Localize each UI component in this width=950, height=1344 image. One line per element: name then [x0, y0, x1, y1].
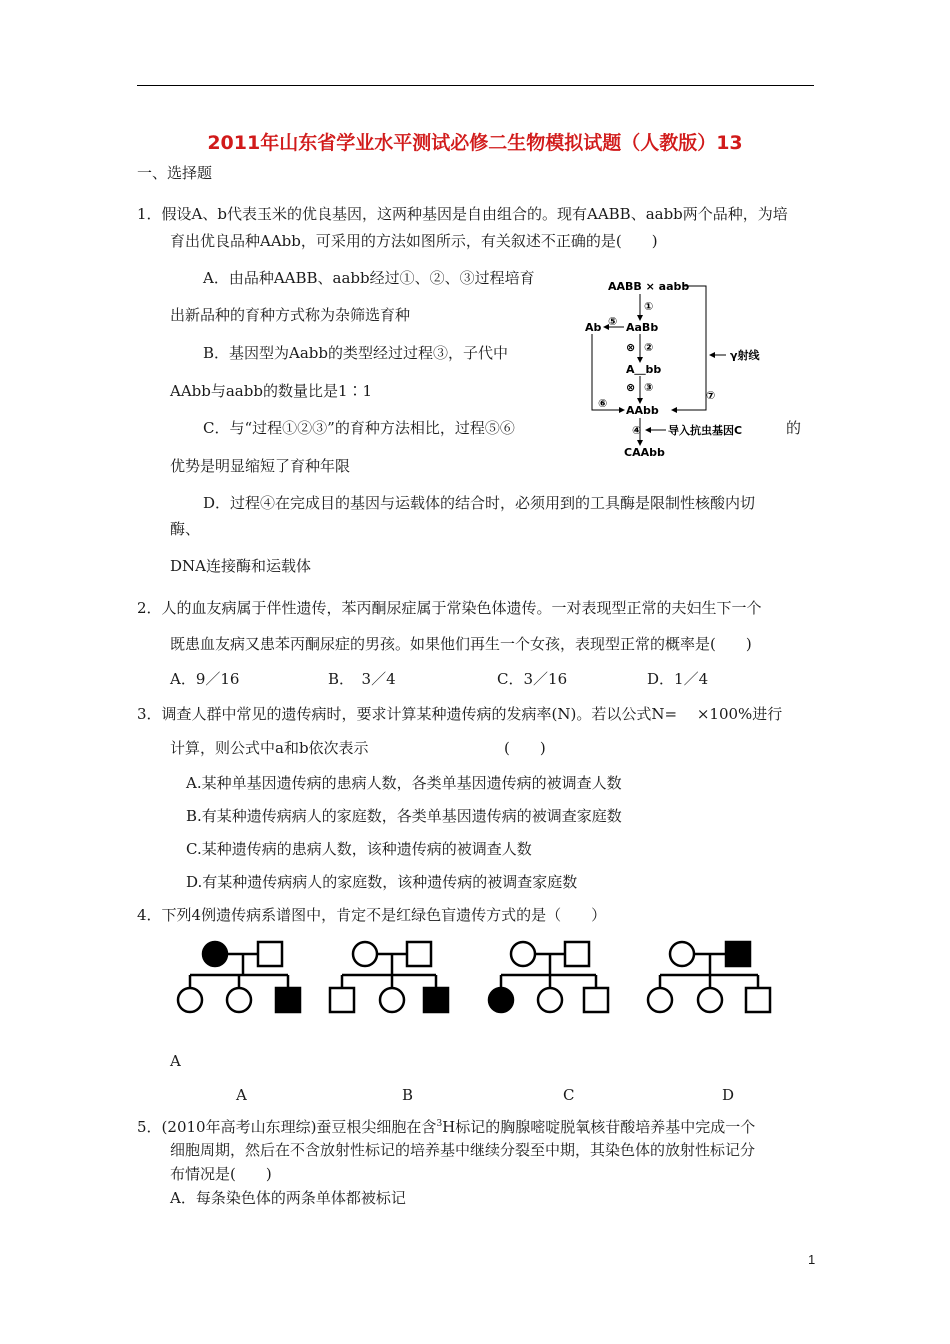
q2-option-d: D．1／4 [647, 670, 709, 688]
diagram-insert: 导入抗虫基因C [668, 424, 743, 437]
selfing-icon: ⊗ [626, 341, 636, 354]
diagram-caabb: CAAbb [624, 446, 665, 459]
q1-option-b-line2: AAbb与aabb的数量比是1∶1 [170, 382, 373, 400]
q5-stem-part1: 5．(2010年高考山东理综)蚕豆根尖细胞在含 [137, 1118, 437, 1136]
q3-option-a: A.某种单基因遗传病的患病人数，各类单基因遗传病的被调查人数 [186, 774, 622, 792]
q5-stem-line2: 细胞周期，然后在不含放射性标记的培养基中继续分裂至中期，其染色体的放射性标记分 [170, 1141, 756, 1159]
diagram-aabb-f1: AaBb [626, 321, 659, 334]
q4-label-b: B [402, 1086, 414, 1104]
pedigree-d [648, 942, 770, 1012]
q4-label-d: D [722, 1086, 735, 1104]
diagram-ab: Ab [585, 321, 602, 334]
header-rule [137, 85, 814, 86]
q1-option-c-tail: 的 [786, 419, 802, 437]
q1-option-a-line2: 出新品种的育种方式称为杂筛选育种 [170, 306, 411, 324]
diagram-step-2: ② [644, 341, 654, 354]
q1-option-d-line1: D．过程④在完成目的基因与运载体的结合时，必须用到的工具酶是限制性核酸内切 [203, 494, 756, 512]
q2-stem-line2: 既患血友病又患苯丙酮尿症的男孩。如果他们再生一个女孩，表现型正常的概率是( ) [170, 635, 752, 653]
pedigree-a [178, 942, 300, 1012]
diagram-step-3: ③ [644, 381, 654, 394]
q5-stem-line3: 布情况是( ) [170, 1165, 272, 1183]
q3-stem-line2: 计算，则公式中a和b依次表示 [170, 739, 369, 757]
page-title: 2011年山东省学业水平测试必修二生物模拟试题（人教版）13 [207, 132, 743, 154]
q4-label-a: A [236, 1086, 247, 1104]
q1-option-c-line2: 优势是明显缩短了育种年限 [170, 457, 351, 475]
q3-option-b: B.有某种遗传病病人的家庭数，各类单基因遗传病的被调查家庭数 [186, 807, 622, 825]
q2-stem-line1: 2．人的血友病属于伴性遗传，苯丙酮尿症属于常染色体遗传。一对表现型正常的夫妇生下一个 [137, 599, 762, 617]
q5-superscript: 3 [436, 1119, 443, 1129]
q5-stem-part2: H标记的胸腺嘧啶脱氧核苷酸培养基中完成一个 [442, 1118, 756, 1136]
diagram-step-7: ⑦ [706, 389, 716, 402]
pedigree-b [330, 942, 448, 1012]
q1-option-d-line3: DNA连接酶和运载体 [170, 557, 311, 575]
diagram-a-bb: A＿bb [626, 363, 662, 376]
q1-stem-line2: 育出优良品种AAbb，可采用的方法如图所示，有关叙述不正确的是( ) [170, 232, 658, 250]
q1-stem-line1: 1．假设A、b代表玉米的优良基因，这两种基因是自由组合的。现有AABB、aabb两个品种，为培 [137, 205, 788, 223]
diagram-step-6: ⑥ [598, 397, 608, 410]
q4-label-c: C [563, 1086, 575, 1104]
pedigree-charts [170, 930, 780, 1025]
q3-stem-line1: 3．调查人群中常见的遗传病时，要求计算某种遗传病的发病率(N)。若以公式N= ×100%进行 [137, 705, 783, 723]
diagram-step-4: ④ [632, 424, 642, 437]
q5-option-a: A．每条染色体的两条单体都被标记 [170, 1189, 406, 1207]
q3-answer-paren: ( ) [504, 739, 546, 757]
q2-option-a: A．9／16 [170, 670, 240, 688]
pedigree-c [489, 942, 608, 1012]
q2-option-b: B． 3／4 [328, 670, 396, 688]
q5-stem-line1 [137, 1115, 755, 1136]
breeding-diagram [580, 274, 780, 460]
diagram-cross: AABB × aabb [608, 280, 690, 293]
q1-option-d-line2: 酶、 [170, 520, 201, 538]
q1-option-b-line1: B．基因型为Aabb的类型经过过程③，子代中 [203, 344, 509, 362]
section-heading: 一、选择题 [137, 164, 213, 182]
diagram-gamma: γ射线 [730, 349, 760, 362]
q4-stray-label: A [170, 1052, 181, 1070]
diagram-step-1: ① [644, 300, 654, 313]
diagram-step-5: ⑤ [608, 315, 618, 328]
diagram-aabb-pure: AAbb [626, 404, 659, 417]
q1-option-c-line1: C．与“过程①②③”的育种方法相比，过程⑤⑥ [203, 419, 515, 437]
q2-option-c: C．3／16 [497, 670, 568, 688]
q1-option-a-line1: A．由品种AABB、aabb经过①、②、③过程培育 [203, 269, 535, 287]
page-number: 1 [808, 1252, 816, 1267]
selfing-icon: ⊗ [626, 381, 636, 394]
q3-option-d: D.有某种遗传病病人的家庭数，该种遗传病的被调查家庭数 [186, 873, 578, 891]
q3-option-c: C.某种遗传病的患病人数，该种遗传病的被调查人数 [186, 840, 532, 858]
q4-stem: 4．下列4例遗传病系谱图中，肯定不是红绿色盲遗传方式的是（ ） [137, 906, 607, 924]
